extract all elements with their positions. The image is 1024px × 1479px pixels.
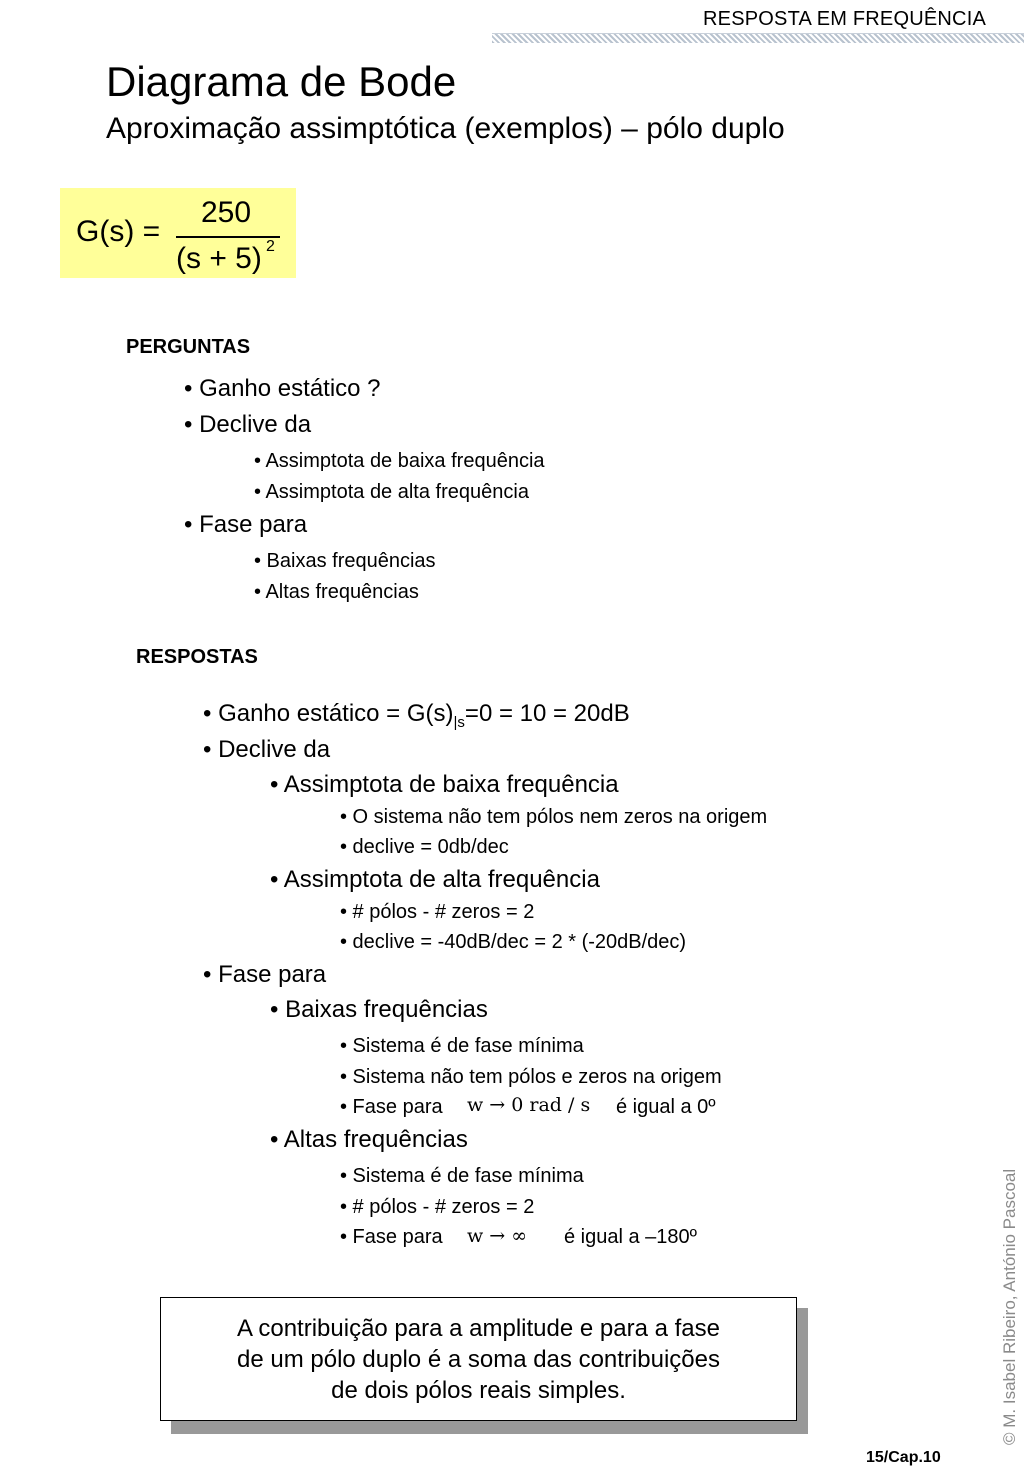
answer-item: • Sistema é de fase mínima	[340, 1165, 584, 1187]
phase-low-result: é igual a 0º	[616, 1096, 716, 1118]
answer-item: • Assimptota de baixa frequência	[270, 771, 619, 798]
formula-exponent: 2	[266, 238, 275, 255]
answer-item: • Sistema é de fase mínima	[340, 1035, 584, 1057]
answer-item-phase-high: • Fase para	[340, 1226, 443, 1248]
formula-denominator: (s + 5)	[176, 242, 262, 275]
question-item: • Baixas frequências	[254, 550, 436, 572]
formula-fraction-bar	[176, 236, 280, 238]
chapter-header: RESPOSTA EM FREQUÊNCIA	[703, 8, 986, 30]
formula-lhs: G(s) =	[76, 215, 161, 248]
question-item: • Declive da	[184, 411, 312, 438]
note-line: de dois pólos reais simples.	[331, 1376, 626, 1404]
question-item: • Altas frequências	[254, 581, 419, 603]
answer-item: • # pólos - # zeros = 2	[340, 901, 535, 923]
question-item: • Assimptota de alta frequência	[254, 481, 529, 503]
answer-item: • Altas frequências	[270, 1126, 468, 1153]
phase-low-math: w → 0 rad / s	[467, 1094, 591, 1116]
answer-item: • Declive da	[203, 736, 331, 763]
question-item: • Ganho estático ?	[184, 375, 381, 402]
page-number: 15/Cap.10	[866, 1449, 941, 1466]
answer-static-gain-prefix: • Ganho estático = G(s)	[203, 700, 454, 727]
answer-item: • declive = 0db/dec	[340, 836, 509, 858]
copyright-notice: © M. Isabel Ribeiro, António Pascoal	[1000, 1168, 1019, 1445]
question-item: • Assimptota de baixa frequência	[254, 450, 545, 472]
formula-numerator: 250	[201, 196, 252, 229]
page-title: Diagrama de Bode	[106, 58, 457, 105]
answer-item: • Fase para	[203, 961, 327, 988]
answer-static-gain	[203, 700, 630, 731]
answer-item: • O sistema não tem pólos nem zeros na origem	[340, 806, 768, 828]
answer-item: • declive = -40dB/dec = 2 * (-20dB/dec)	[340, 931, 687, 953]
answer-static-gain-subscript: |s	[453, 713, 465, 731]
header-rule	[492, 33, 1024, 43]
phase-high-math: w → ∞	[467, 1225, 528, 1247]
answer-item: • Baixas frequências	[270, 996, 488, 1023]
question-item: • Fase para	[184, 511, 308, 538]
answer-static-gain-suffix: =0 = 10 = 20dB	[464, 700, 630, 727]
answer-item: • # pólos - # zeros = 2	[340, 1196, 535, 1218]
note-line: de um pólo duplo é a soma das contribuições	[237, 1345, 720, 1373]
respostas-heading: RESPOSTAS	[136, 646, 258, 668]
note-line: A contribuição para a amplitude e para a fase	[237, 1314, 720, 1342]
answer-item: • Sistema não tem pólos e zeros na origem	[340, 1066, 722, 1088]
perguntas-heading: PERGUNTAS	[126, 336, 251, 358]
phase-high-result: é igual a –180º	[564, 1226, 697, 1248]
page-subtitle: Aproximação assimptótica (exemplos) – pólo duplo	[106, 112, 785, 145]
answer-item-phase-low: • Fase para	[340, 1096, 443, 1118]
note-box	[160, 1297, 797, 1421]
answer-item: • Assimptota de alta frequência	[270, 866, 600, 893]
